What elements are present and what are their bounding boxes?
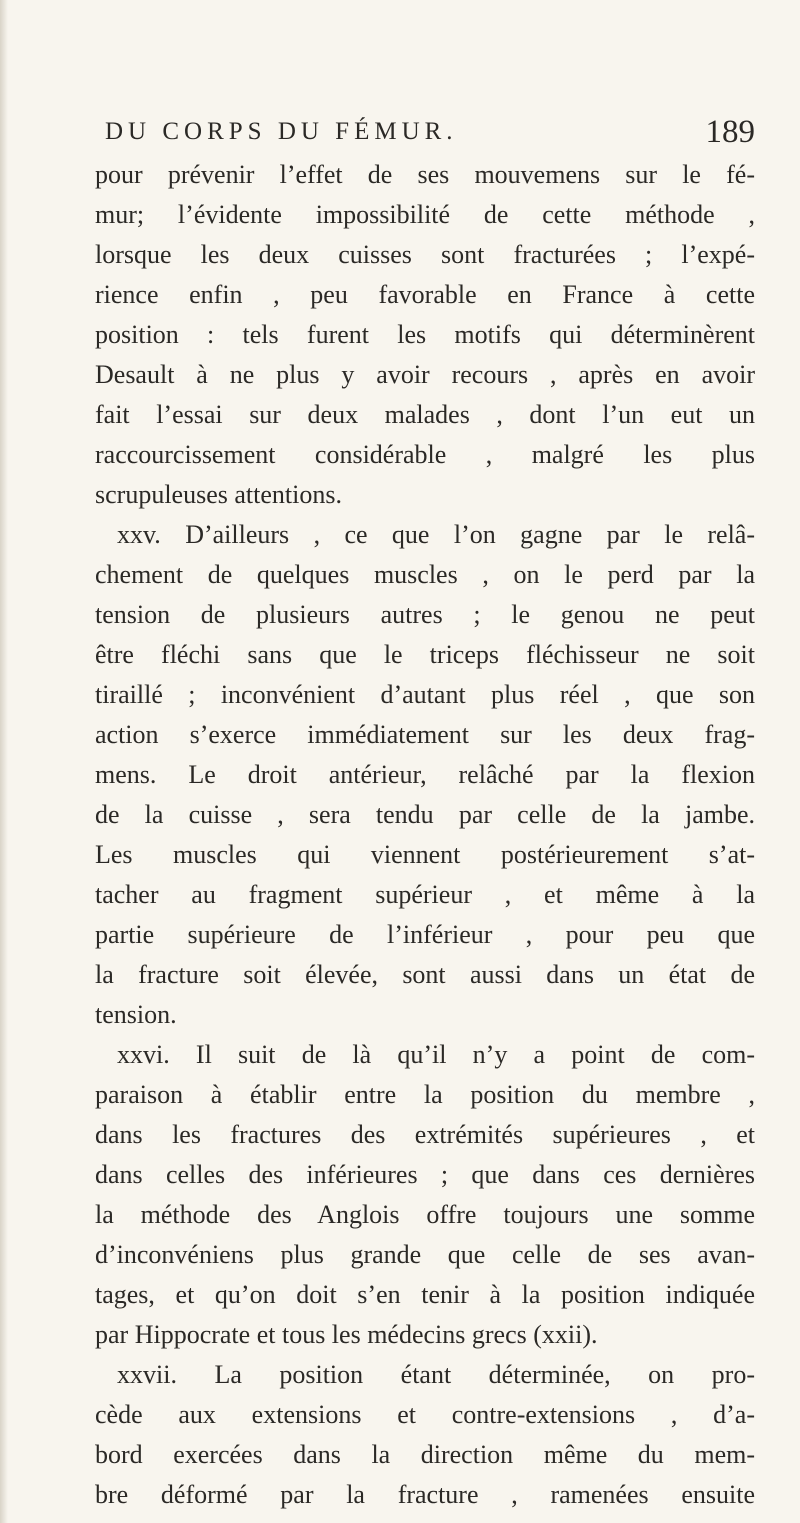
text-line: mur; l’évidente impossibilité de cette méthode , (95, 200, 755, 229)
page-number: 189 (705, 114, 755, 150)
text-line: pour prévenir l’effet de ses mouvemens sur le fé- (95, 160, 755, 189)
text-line: partie supérieure de l’inférieur , pour peu que (95, 920, 755, 949)
text-line: cède aux extensions et contre-extensions , d’a- (95, 1400, 755, 1429)
text-line: raccourcissement considérable , malgré les plus (95, 440, 755, 469)
text-line: d’inconvéniens plus grande que celle de ses avan- (95, 1240, 755, 1269)
text-line: xxvii. La position étant déterminée, on pro- (117, 1360, 755, 1389)
text-line: bre déformé par la fracture , ramenées ensuite (95, 1480, 755, 1509)
text-line: dans celles des inférieures ; que dans ces dernières (95, 1160, 755, 1189)
body-text (95, 155, 755, 1515)
text-line: la méthode des Anglois offre toujours une somme (95, 1200, 755, 1229)
text-line: rience enfin , peu favorable en France à cette (95, 280, 755, 309)
page-gutter-shadow (0, 0, 8, 1523)
text-line: tension de plusieurs autres ; le genou ne peut (95, 600, 755, 629)
text-line: être fléchi sans que le triceps fléchisseur ne soit (95, 640, 755, 669)
page-header (95, 112, 755, 152)
text-line: position : tels furent les motifs qui déterminèrent (95, 320, 755, 349)
text-line: tages, et qu’on doit s’en tenir à la position indiquée (95, 1280, 755, 1309)
text-line: de la cuisse , sera tendu par celle de la jambe. (95, 800, 755, 829)
text-line: Desault à ne plus y avoir recours , après en avoir (95, 360, 755, 389)
text-line: dans les fractures des extrémités supérieures , et (95, 1120, 755, 1149)
text-line: action s’exerce immédiatement sur les deux frag- (95, 720, 755, 749)
text-line: tension. (95, 1000, 177, 1029)
text-line: par Hippocrate et tous les médecins grecs (xxii). (95, 1320, 598, 1349)
running-title: DU CORPS DU FÉMUR. (105, 118, 458, 145)
text-line: tacher au fragment supérieur , et même à la (95, 880, 755, 909)
text-line: Les muscles qui viennent postérieurement s’at- (95, 840, 755, 869)
text-line: lorsque les deux cuisses sont fracturées ; l’expé- (95, 240, 755, 269)
text-line: mens. Le droit antérieur, relâché par la flexion (95, 760, 755, 789)
text-line: la fracture soit élevée, sont aussi dans un état de (95, 960, 755, 989)
text-line: xxvi. Il suit de là qu’il n’y a point de com- (117, 1040, 755, 1069)
text-line: chement de quelques muscles , on le perd par la (95, 560, 755, 589)
text-line: scrupuleuses attentions. (95, 480, 342, 509)
text-line: bord exercées dans la direction même du mem- (95, 1440, 755, 1469)
text-line: fait l’essai sur deux malades , dont l’un eut un (95, 400, 755, 429)
text-line: paraison à établir entre la position du membre , (95, 1080, 755, 1109)
text-line: xxv. D’ailleurs , ce que l’on gagne par le relâ- (117, 520, 755, 549)
text-line: tiraillé ; inconvénient d’autant plus réel , que son (95, 680, 755, 709)
